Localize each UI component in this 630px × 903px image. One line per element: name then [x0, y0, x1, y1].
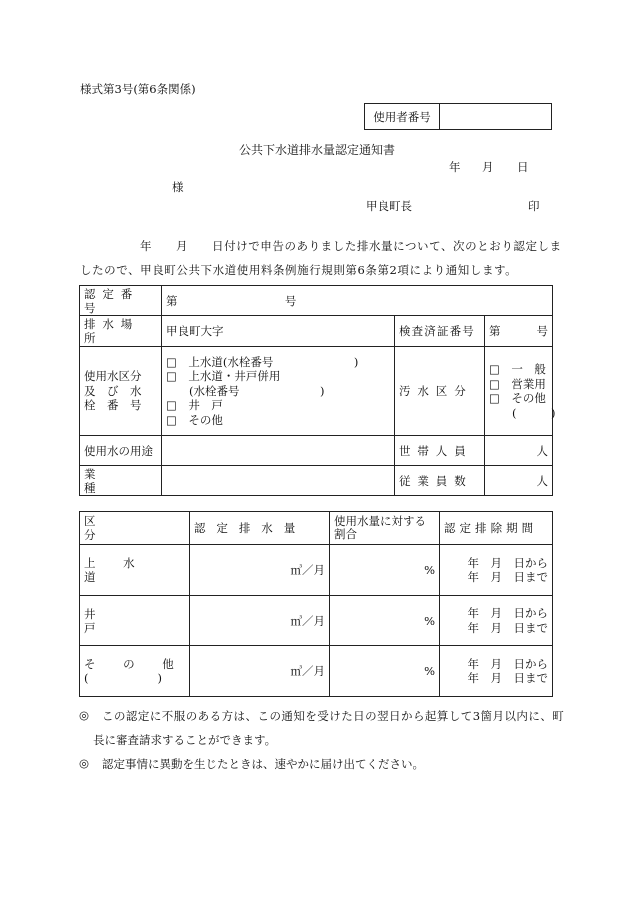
discharge-table: [79, 511, 553, 697]
note-mark-2: ◎: [79, 756, 90, 770]
row-ratio[interactable]: %: [330, 646, 440, 697]
intro-month: 月: [176, 239, 188, 253]
header-category: 区分: [80, 512, 190, 545]
water-type-options[interactable]: [162, 347, 395, 436]
table-row: [80, 545, 553, 596]
date-month: 月: [482, 160, 494, 174]
date-year: 年: [449, 160, 461, 174]
employees-unit: 人: [485, 466, 553, 496]
certification-table: [79, 285, 556, 496]
sewage-option-general[interactable]: □ 一 般: [489, 362, 546, 376]
water-option-tap-well-number: (水栓番号 ): [166, 383, 325, 398]
row-period[interactable]: 年 月 日から 年 月 日まで: [440, 545, 553, 596]
row-period[interactable]: 年 月 日から 年 月 日まで: [440, 596, 553, 646]
water-type-label: 使用水区分 及 び 水 栓 番 号: [80, 347, 162, 436]
addressee-suffix: 様: [172, 180, 184, 194]
sewage-type-label: 汚水区分: [395, 347, 485, 436]
cert-no-label: 認定番号: [80, 286, 162, 316]
user-number-label: 使用者番号: [365, 104, 440, 130]
inspected-no-label: 検査済証番号: [395, 316, 485, 347]
business-field[interactable]: [162, 466, 395, 496]
document-title: 公共下水道排水量認定通知書: [239, 143, 396, 157]
header-period: 認定排除期間: [440, 512, 553, 545]
intro-year: 年: [140, 239, 152, 253]
table-row: [80, 596, 553, 646]
date-day: 日: [517, 160, 529, 174]
row-amount[interactable]: ㎥／月: [190, 646, 330, 697]
business-label: 業種: [80, 466, 162, 496]
note2: 認定事情に異動を生じたときは、速やかに届け出てください。: [102, 757, 424, 771]
inspected-no-field[interactable]: [485, 316, 553, 347]
cert-no-suffix: 号: [284, 293, 297, 308]
note-mark-1: ◎: [79, 708, 90, 722]
water-option-tap-well[interactable]: □ 上水道・井戸併用: [166, 369, 281, 384]
household-label: 世帯人員: [395, 436, 485, 466]
note1-line1: この認定に不服のある方は、この通知を受けた日の翌日から起算して3箇月以内に、町: [102, 709, 565, 723]
water-option-tap[interactable]: □ 上水道(水栓番号 ): [166, 354, 359, 369]
row-category: 井戸: [80, 596, 190, 646]
row-category: 上水道: [80, 545, 190, 596]
drain-place-label: 排水場所: [80, 316, 162, 347]
water-option-well[interactable]: □ 井 戸: [166, 398, 223, 413]
usage-label: 使用水の用途: [80, 436, 162, 466]
seal-mark: 印: [528, 199, 540, 213]
form-number: 様式第3号(第6条関係): [80, 82, 196, 96]
water-option-other[interactable]: □ その他: [166, 412, 223, 427]
row-period[interactable]: 年 月 日から 年 月 日まで: [440, 646, 553, 697]
usage-field[interactable]: [162, 436, 395, 466]
cert-no-field[interactable]: [162, 286, 553, 316]
header-amount: 認定排水量: [190, 512, 330, 545]
cert-no-prefix: 第: [166, 293, 178, 308]
row-category: その他 ( ): [80, 646, 190, 697]
sewage-type-options[interactable]: [485, 347, 556, 436]
issuer: 甲良町長: [366, 199, 412, 213]
sewage-option-other[interactable]: □ その他: [489, 391, 546, 405]
user-number-box: [364, 103, 552, 130]
row-ratio[interactable]: %: [330, 545, 440, 596]
row-ratio[interactable]: %: [330, 596, 440, 646]
sewage-option-business[interactable]: □ 営業用: [489, 376, 546, 391]
table-row: [80, 646, 553, 697]
intro-line1: 日付けで申告のありました排水量について、次のとおり認定しま: [212, 239, 562, 253]
sewage-option-other-detail: ( ): [489, 405, 556, 420]
inspected-no-prefix: 第: [489, 324, 501, 338]
row-amount[interactable]: ㎥／月: [190, 596, 330, 646]
user-number-field[interactable]: [440, 104, 552, 130]
inspected-no-suffix: 号: [536, 324, 548, 338]
drain-place-field[interactable]: 甲良町大字: [162, 316, 395, 347]
header-ratio: 使用水量に対する割合: [330, 512, 440, 545]
household-unit: 人: [485, 436, 553, 466]
intro-line2: したので、甲良町公共下水道使用料条例施行規則第6条第2項により通知します。: [80, 263, 518, 277]
employees-label: 従業員数: [395, 466, 485, 496]
note1-line2: 長に審査請求することができます。: [93, 733, 277, 747]
row-amount[interactable]: ㎥／月: [190, 545, 330, 596]
